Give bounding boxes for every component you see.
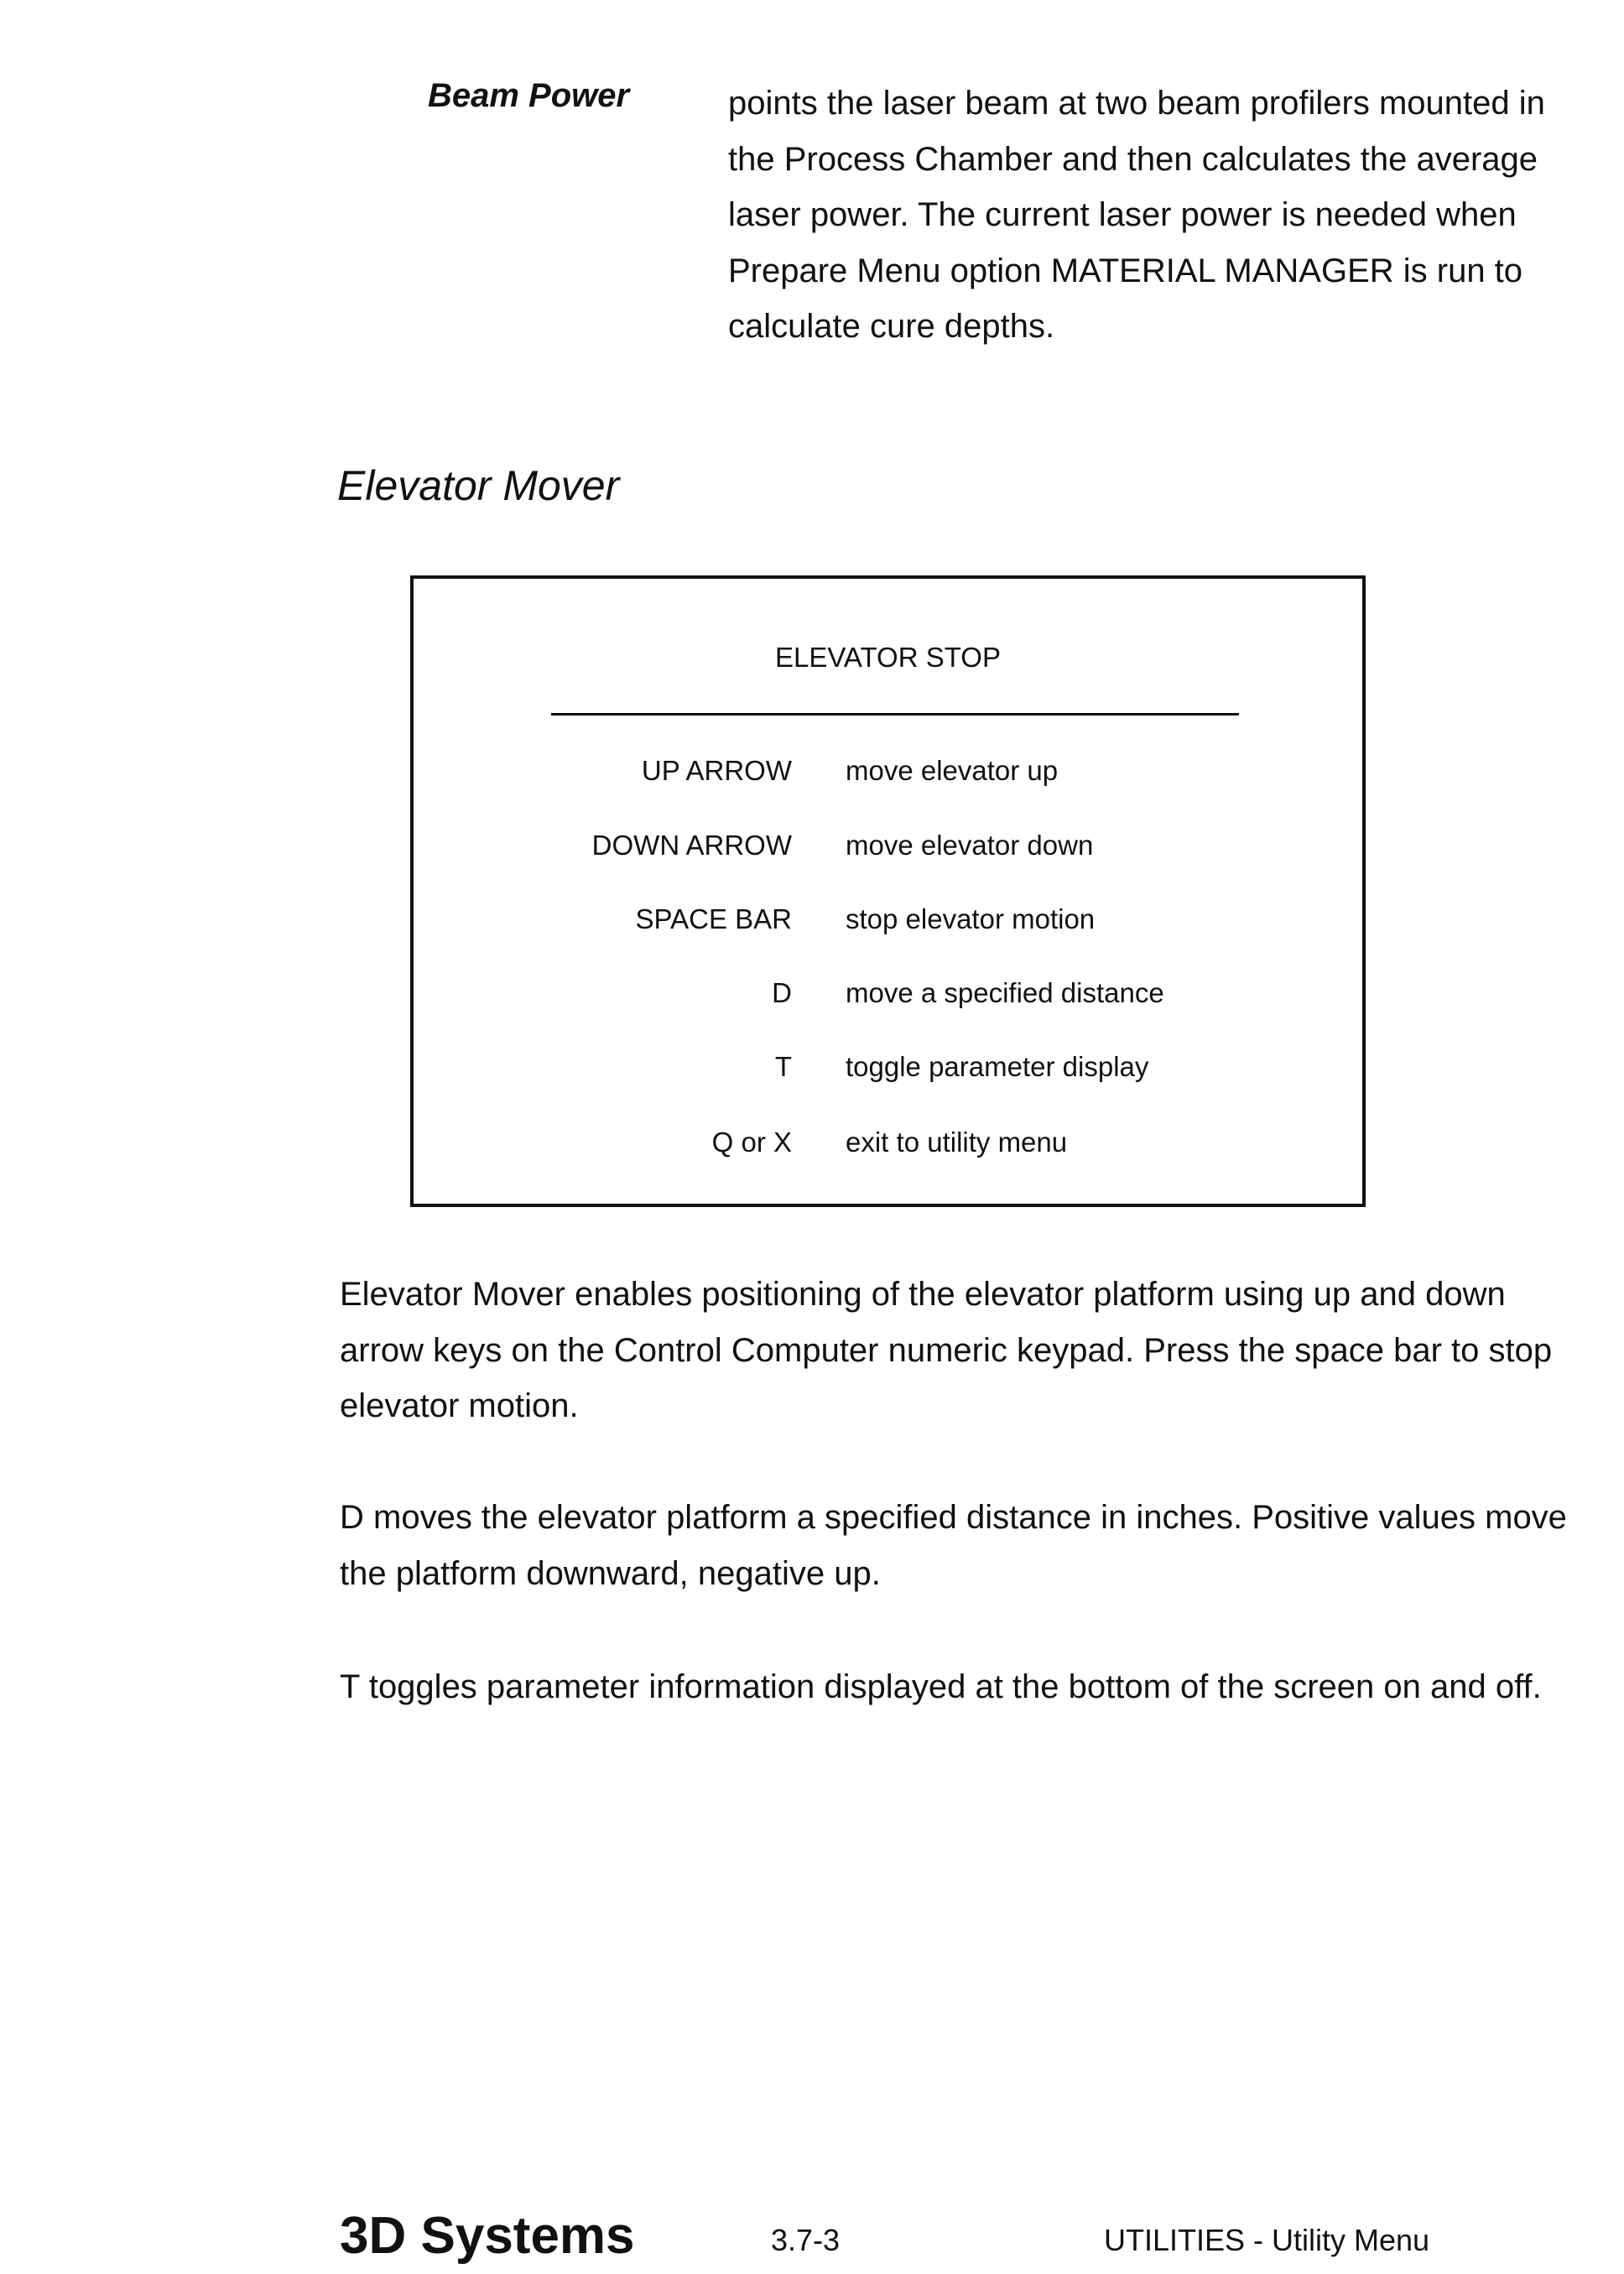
- key-row: [414, 1051, 1362, 1085]
- footer-brand: 3D Systems: [340, 2206, 635, 2266]
- key-row: [414, 1127, 1362, 1160]
- screen-title: ELEVATOR STOP: [414, 642, 1362, 674]
- key-action: stop elevator motion: [846, 903, 1095, 935]
- divider: [551, 713, 1239, 716]
- paragraph: T toggles parameter information displayed at the bottom of the screen on and off.: [340, 1659, 1598, 1715]
- key-label: Q or X: [712, 1127, 792, 1158]
- key-label: T: [775, 1051, 792, 1083]
- footer-section: UTILITIES - Utility Menu: [1104, 2223, 1429, 2258]
- key-action: exit to utility menu: [846, 1127, 1067, 1158]
- footer-page-number: 3.7-3: [771, 2223, 840, 2258]
- key-action: move elevator down: [846, 830, 1093, 861]
- key-row: [414, 830, 1362, 863]
- key-row: [414, 977, 1362, 1011]
- key-label: DOWN ARROW: [592, 830, 792, 861]
- key-label: D: [772, 977, 792, 1009]
- key-row: [414, 903, 1362, 937]
- key-action: move a specified distance: [846, 977, 1164, 1009]
- definition-term: Beam Power: [428, 77, 629, 115]
- key-label: SPACE BAR: [636, 903, 792, 935]
- definition-text: points the laser beam at two beam profilers mounted in the Process Chamber and then calculates the average laser power. The current laser power is needed when Prepare Menu option MATERIAL MANAGER is run to calculate cure depths.: [728, 75, 1584, 355]
- elevator-stop-screen-box: [410, 575, 1366, 1207]
- key-action: move elevator up: [846, 755, 1058, 787]
- paragraph: D moves the elevator platform a specified distance in inches. Positive values move the platform downward, negative up.: [340, 1490, 1598, 1601]
- paragraph: Elevator Mover enables positioning of the elevator platform using up and down arrow keys on the Control Computer numeric keypad. Press the space bar to stop elevator motion.: [340, 1267, 1598, 1434]
- key-label: UP ARROW: [642, 755, 792, 787]
- key-action: toggle parameter display: [846, 1051, 1148, 1083]
- key-row: [414, 755, 1362, 788]
- section-heading: Elevator Mover: [337, 461, 619, 510]
